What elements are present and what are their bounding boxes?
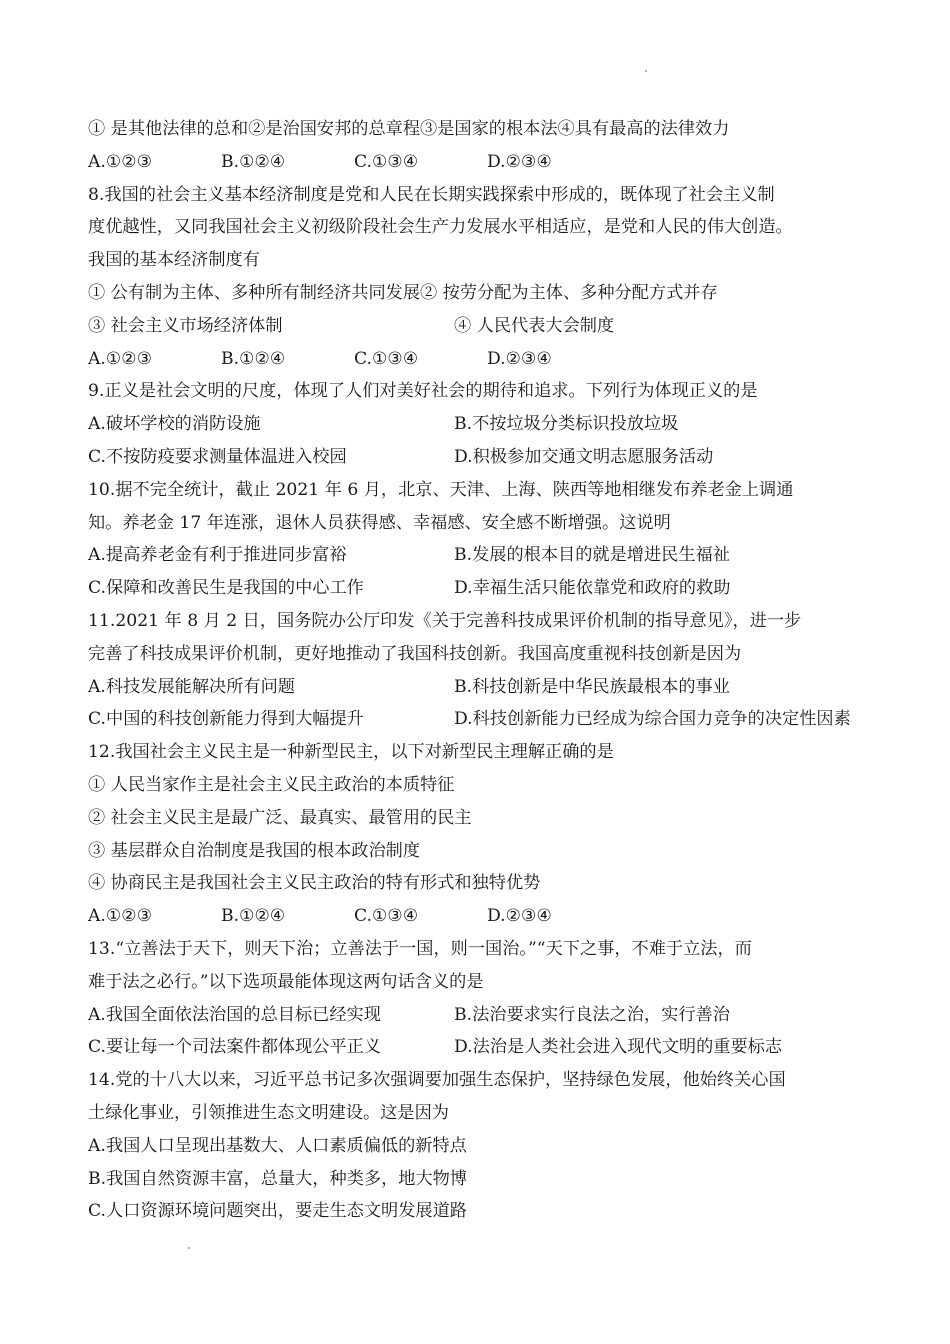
q8-stem: 8.我国的社会主义基本经济制度是党和人民在长期实践探索中形成的，既体现了社会主义制 (88, 184, 775, 205)
q14-option-a[interactable]: A.我国人口呈现出基数大、人口素质偏低的新特点 (88, 1135, 467, 1156)
q12-options (88, 900, 878, 933)
q8-option-b[interactable]: B.①②④ (221, 348, 286, 369)
q13-options (88, 1031, 878, 1064)
q13-options (88, 999, 878, 1032)
q13-stem: 难于法之必行。”以下选项最能体现这两句话含义的是 (88, 971, 484, 992)
q7-option-c[interactable]: C.①③④ (354, 151, 419, 172)
q10-stem: 10.据不完全统计，截止 2021 年 6 月，北京、天津、上海、陕西等地相继发布养老金上调通 (88, 479, 794, 500)
q7-option-a[interactable]: A.①②③ (88, 151, 153, 172)
q8-statement-4: ④ 人民代表大会制度 (454, 315, 615, 336)
q13-option-b[interactable]: B.法治要求实行良法之治，实行善治 (454, 1004, 730, 1025)
q8-stem: 度优越性，又同我国社会主义初级阶段社会生产力发展水平相适应，是党和人民的伟大创造。 (88, 217, 793, 238)
q8-statements (88, 310, 878, 343)
q7-option-d[interactable]: D.②③④ (487, 151, 552, 172)
q14-stem: 土绿化事业，引领推进生态文明建设。这是因为 (88, 1102, 449, 1123)
q11-option-a[interactable]: A.科技发展能解决所有问题 (88, 676, 295, 697)
q9-option-c[interactable]: C.不按防疫要求测量体温进入校园 (88, 446, 347, 467)
q8-statements: ① 公有制为主体、多种所有制经济共同发展② 按劳分配为主体、多种分配方式并存 (88, 282, 718, 303)
q12-stem: 12.我国社会主义民主是一种新型民主，以下对新型民主理解正确的是 (88, 742, 614, 763)
q11-option-b[interactable]: B.科技创新是中华民族最根本的事业 (454, 676, 730, 697)
q8-option-a[interactable]: A.①②③ (88, 348, 153, 369)
q8-option-c[interactable]: C.①③④ (354, 348, 419, 369)
question-list (88, 113, 878, 1228)
q8-statement-3: ③ 社会主义市场经济体制 (88, 315, 283, 336)
q14-option-b[interactable]: B.我国自然资源丰富，总量大，种类多，地大物博 (88, 1168, 468, 1189)
q10-options (88, 572, 878, 605)
q7-statements: ① 是其他法律的总和②是治国安邦的总章程③是国家的根本法④具有最高的法律效力 (88, 119, 730, 139)
q12-statement-3: ③ 基层群众自治制度是我国的根本政治制度 (88, 840, 421, 861)
q11-stem: 完善了科技成果评价机制，更好地推动了我国科技创新。我国高度重视科技创新是因为 (88, 643, 742, 664)
q12-statement-2: ② 社会主义民主是最广泛、最真实、最管用的民主 (88, 807, 472, 828)
q10-option-c[interactable]: C.保障和改善民生是我国的中心工作 (88, 578, 364, 599)
q12-option-d[interactable]: D.②③④ (487, 906, 552, 927)
q11-stem: 11.2021 年 8 月 2 日，国务院办公厅印发《关于完善科技成果评价机制的指导意见》，进一步 (88, 610, 802, 631)
q12-statement-1: ① 人民当家作主是社会主义民主政治的本质特征 (88, 774, 455, 795)
q12-option-a[interactable]: A.①②③ (88, 906, 153, 927)
q11-options (88, 703, 878, 736)
q10-stem: 知。养老金 17 年连涨，退休人员获得感、幸福感、安全感不断增强。这说明 (88, 512, 671, 533)
q13-option-d[interactable]: D.法治是人类社会进入现代文明的重要标志 (454, 1037, 783, 1058)
q9-option-a[interactable]: A.破坏学校的消防设施 (88, 414, 261, 435)
q7-option-b[interactable]: B.①②④ (221, 151, 286, 172)
q8-stem: 我国的基本经济制度有 (88, 250, 260, 271)
q9-options (88, 441, 878, 474)
q10-option-d[interactable]: D.幸福生活只能依靠党和政府的救助 (454, 578, 731, 599)
q12-statement-4: ④ 协商民主是我国社会主义民主政治的特有形式和独特优势 (88, 873, 541, 894)
q7-options (88, 146, 878, 179)
q13-option-a[interactable]: A.我国全面依法治国的总目标已经实现 (88, 1004, 381, 1025)
q9-options (88, 408, 878, 441)
q10-options (88, 539, 878, 572)
q14-option-c[interactable]: C.人口资源环境问题突出，要走生态文明发展道路 (88, 1201, 467, 1222)
q10-option-b[interactable]: B.发展的根本目的就是增进民生福祉 (454, 545, 730, 566)
q13-option-c[interactable]: C.要让每一个司法案件都体现公平正义 (88, 1037, 382, 1058)
q9-option-b[interactable]: B.不按垃圾分类标识投放垃圾 (454, 414, 679, 435)
q11-options (88, 671, 878, 704)
q9-stem: 9.正义是社会文明的尺度，体现了人们对美好社会的期待和追求。下列行为体现正义的是 (88, 381, 758, 402)
q12-option-b[interactable]: B.①②④ (221, 906, 286, 927)
q8-option-d[interactable]: D.②③④ (487, 348, 552, 369)
q10-option-a[interactable]: A.提高养老金有利于推进同步富裕 (88, 545, 347, 566)
q12-option-c[interactable]: C.①③④ (354, 906, 419, 927)
q8-options (88, 343, 878, 376)
q9-option-d[interactable]: D.积极参加交通文明志愿服务活动 (454, 446, 714, 467)
scan-speck (645, 70, 647, 72)
q11-option-d[interactable]: D.科技创新能力已经成为综合国力竞争的决定性因素 (454, 709, 851, 730)
q14-stem: 14.党的十八大以来，习近平总书记多次强调要加强生态保护，坚持绿色发展，他始终关心国 (88, 1070, 786, 1091)
scan-speck (188, 1247, 190, 1249)
q13-stem: 13.“立善法于天下，则天下治；立善法于一国，则一国治。”“天下之事，不难于立法，而 (88, 938, 752, 959)
q11-option-c[interactable]: C.中国的科技创新能力得到大幅提升 (88, 709, 364, 730)
